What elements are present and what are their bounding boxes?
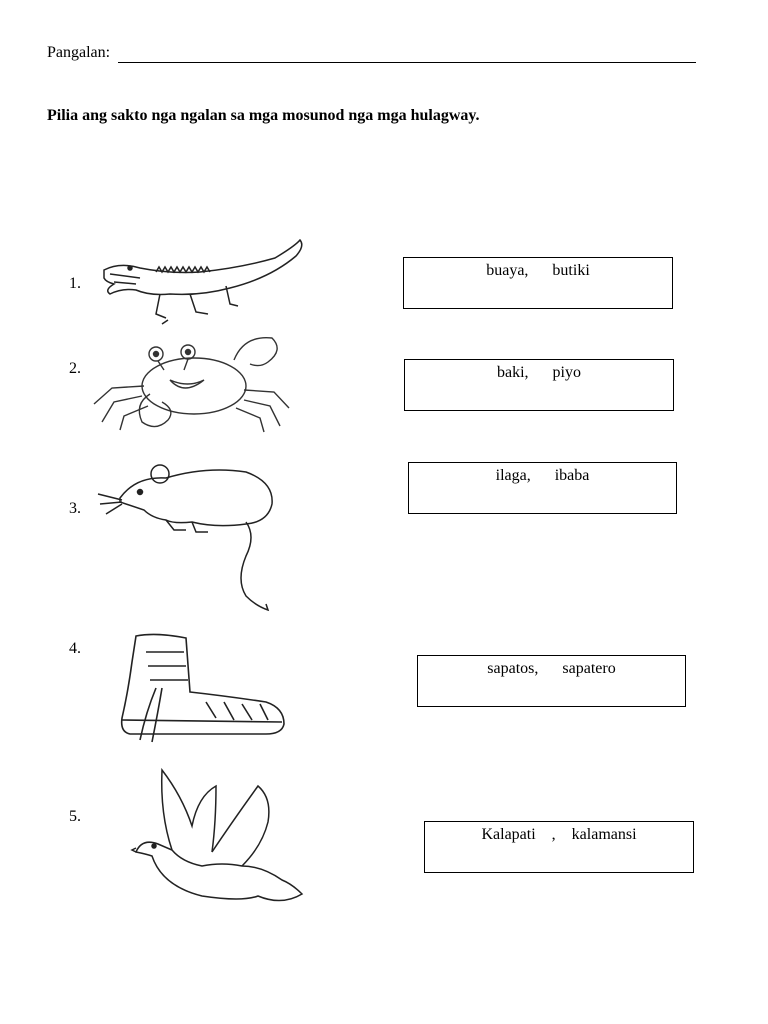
item-number: 1. <box>69 275 81 292</box>
answer-box[interactable] <box>404 359 674 411</box>
answer-box[interactable] <box>417 655 686 707</box>
answer-choices: baki, piyo <box>497 364 581 381</box>
answer-choices: sapatos, sapatero <box>487 660 616 677</box>
answer-choices: Kalapati , kalamansi <box>481 826 637 843</box>
shoe-icon <box>116 632 288 748</box>
rat-icon <box>96 456 286 614</box>
name-label: Pangalan: <box>47 44 111 61</box>
answer-choices: ilaga, ibaba <box>495 467 590 484</box>
item-number: 3. <box>69 500 81 517</box>
answer-box[interactable] <box>403 257 673 309</box>
item-number: 5. <box>69 808 81 825</box>
item-number: 2. <box>69 360 81 377</box>
crocodile-icon <box>100 238 308 328</box>
name-underline[interactable] <box>118 62 696 63</box>
crab-icon <box>84 330 302 440</box>
item-number: 4. <box>69 640 81 657</box>
answer-box[interactable] <box>408 462 677 514</box>
instruction-text: Pilia ang sakto nga ngalan sa mga mosunod nga mga hulagway. <box>47 107 480 124</box>
dove-icon <box>132 766 310 934</box>
answer-choices: buaya, butiki <box>486 262 590 279</box>
answer-box[interactable] <box>424 821 694 873</box>
name-field <box>47 44 110 62</box>
